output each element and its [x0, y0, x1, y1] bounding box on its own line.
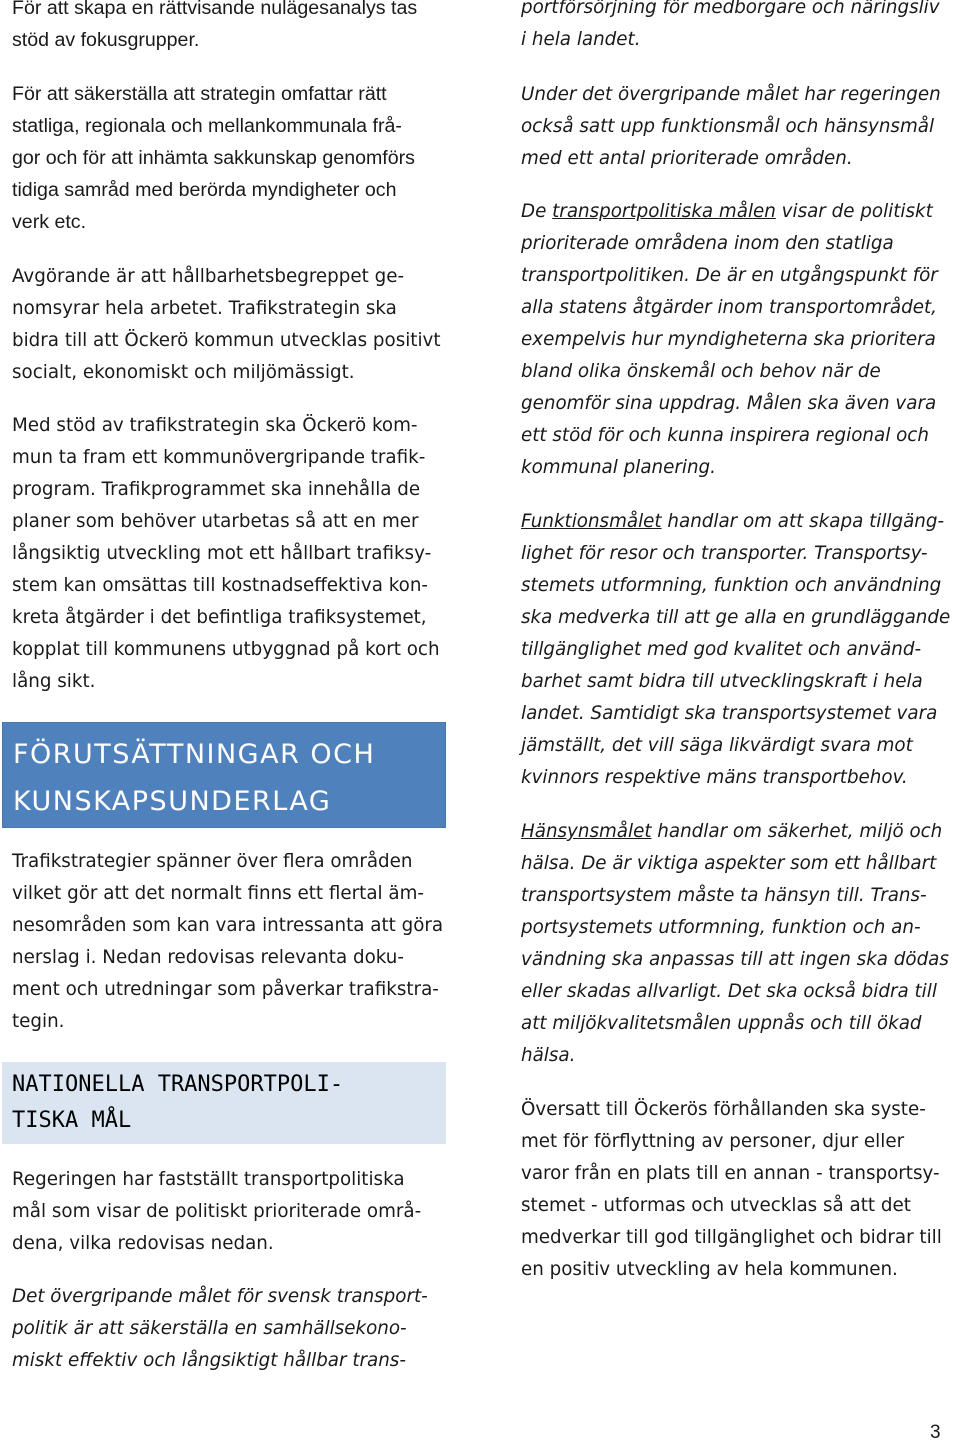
text-line: vilket gör att det normalt finns ett flertal äm-: [12, 883, 425, 904]
text-line: mål som visar de politiskt prioriterade områ-: [12, 1201, 422, 1222]
text-line: met för förflyttning av personer, djur eller: [521, 1131, 905, 1152]
text-line: stöd av fokusgrupper.: [12, 29, 200, 51]
paragraph-trafikprogram: [12, 410, 448, 698]
text-line: tidiga samråd med berörda myndigheter och: [12, 179, 397, 201]
text-line: långsiktig utveckling mot ett hållbart trafiksy-: [12, 543, 432, 564]
paragraph-overgripande-malet: [12, 1281, 448, 1377]
text-line: socialt, ekonomiskt och miljömässigt.: [12, 362, 355, 383]
paragraph-funktionsmal-intro: [521, 79, 957, 175]
paragraph-funktionsmalet: [521, 506, 957, 794]
text-span: De: [521, 201, 553, 222]
text-line: stemets utformning, funktion och användning: [521, 575, 942, 596]
text-line: transportsystem måste ta hänsyn till. Trans-: [521, 885, 927, 906]
heading-line: FÖRUTSÄTTNINGAR OCH: [13, 739, 376, 770]
paragraph-portforsorjning: [521, 0, 957, 56]
paragraph-samrad: [12, 78, 448, 238]
text-line: För att säkerställa att strategin omfattar rätt: [12, 83, 387, 105]
text-line: genomför sina uppdrag. Målen ska även vara: [521, 393, 937, 414]
text-line: landet. Samtidigt ska transportsystemet vara: [521, 703, 938, 724]
text-span: handlar om att skapa tillgäng-: [661, 511, 945, 532]
page-number: 3: [930, 1422, 941, 1443]
paragraph-fokusgrupper: [12, 0, 448, 56]
text-line: också satt upp funktionsmål och hänsynsmål: [521, 116, 935, 137]
text-line: program. Trafikprogrammet ska innehålla de: [12, 479, 421, 500]
text-line: Avgörande är att hållbarhetsbegreppet ge-: [12, 266, 405, 287]
text-line: portsystemets utformning, funktion och an-: [521, 917, 921, 938]
hansynsmalet-link[interactable]: Hänsynsmålet: [521, 821, 652, 842]
text-line: med ett antal prioriterade områden.: [521, 148, 853, 169]
text-line: Regeringen har fastställt transportpolitiska: [12, 1169, 405, 1190]
heading-line: NATIONELLA TRANSPORTPOLI-: [12, 1072, 344, 1097]
paragraph-trafikstrategier: [12, 846, 448, 1038]
text-line: medverkar till god tillgänglighet och bidrar till: [521, 1227, 942, 1248]
text-line: mun ta fram ett kommunövergripande trafik-: [12, 447, 426, 468]
text-span: visar de politiskt: [775, 201, 933, 222]
text-line: bland olika önskemål och behov när de: [521, 361, 881, 382]
text-line: alla statens åtgärder inom transportområdet,: [521, 297, 937, 318]
text-line: ment och utredningar som påverkar trafikstra-: [12, 979, 439, 1000]
text-line: tegin.: [12, 1011, 65, 1032]
text-line: hälsa.: [521, 1045, 576, 1066]
text-line: tillgänglighet med god kvalitet och använd-: [521, 639, 922, 660]
text-line: bidra till att Öckerö kommun utvecklas positivt: [12, 330, 441, 351]
text-line: portförsörjning för medborgare och näringsliv: [521, 0, 940, 18]
heading-line: KUNSKAPSUNDERLAG: [13, 786, 332, 817]
section-heading-nationella: [2, 1062, 446, 1144]
text-line: stemet - utformas och utvecklas så att det: [521, 1195, 911, 1216]
text-line: ska medverka till att ge alla en grundläggande: [521, 607, 951, 628]
text-line: Översatt till Öckerös förhållanden ska syste-: [521, 1099, 926, 1120]
text-line: politik är att säkerställa en samhällsekono-: [12, 1318, 407, 1339]
text-line: nerslag i. Nedan redovisas relevanta doku-: [12, 947, 404, 968]
heading-line: TISKA MÅL: [12, 1108, 132, 1133]
text-line: stem kan omsättas till kostnadseffektiva kon-: [12, 575, 429, 596]
text-line: eller skadas allvarligt. Det ska också bidra till: [521, 981, 937, 1002]
text-line: i hela landet.: [521, 29, 641, 50]
text-line: nomsyrar hela arbetet. Trafikstrategin ska: [12, 298, 397, 319]
paragraph-regeringen: [12, 1164, 448, 1260]
text-line: verk etc.: [12, 211, 87, 233]
transportpolitiska-malen-link[interactable]: transportpolitiska målen: [552, 201, 776, 222]
text-line: Under det övergripande målet har regeringen: [521, 84, 941, 105]
text-line: lighet för resor och transporter. Transportsy-: [521, 543, 928, 564]
funktionsmalet-link[interactable]: Funktionsmålet: [521, 511, 662, 532]
text-line: kopplat till kommunens utbyggnad på kort och: [12, 639, 440, 660]
text-line: vändning ska anpassas till att ingen ska dödas: [521, 949, 949, 970]
paragraph-hallbarhet: [12, 261, 448, 389]
text-line: statliga, regionala och mellankommunala frå-: [12, 115, 402, 137]
text-line: Trafikstrategier spänner över flera områden: [12, 851, 413, 872]
text-line: [521, 506, 957, 538]
text-line: gor och för att inhämta sakkunskap genomförs: [12, 147, 415, 169]
text-line: kreta åtgärder i det befintliga trafiksystemet,: [12, 607, 427, 628]
text-line: exempelvis hur myndigheterna ska prioritera: [521, 329, 936, 350]
paragraph-transportpolitiska-malen: [521, 196, 957, 484]
text-line: [521, 196, 957, 228]
text-line: jämställt, det vill säga likvärdigt svara mot: [521, 735, 913, 756]
text-span: handlar om säkerhet, miljö och: [651, 821, 943, 842]
text-line: varor från en plats till en annan - transportsy-: [521, 1163, 940, 1184]
text-line: en positiv utveckling av hela kommunen.: [521, 1259, 898, 1280]
text-line: transportpolitiken. De är en utgångspunkt för: [521, 265, 938, 286]
text-line: nesområden som kan vara intressanta att göra: [12, 915, 444, 936]
paragraph-ockero-oversatt: [521, 1094, 957, 1286]
text-line: För att skapa en rättvisande nulägesanalys tas: [12, 0, 418, 19]
text-line: hälsa. De är viktiga aspekter som ett hållbart: [521, 853, 937, 874]
text-line: planer som behöver utarbetas så att en mer: [12, 511, 419, 532]
text-line: Det övergripande målet för svensk transport-: [12, 1286, 428, 1307]
text-line: att miljökvalitetsmålen uppnås och till ökad: [521, 1013, 922, 1034]
text-line: barhet samt bidra till utvecklingskraft i hela: [521, 671, 923, 692]
text-line: kommunal planering.: [521, 457, 716, 478]
text-line: ett stöd för och kunna inspirera regional och: [521, 425, 929, 446]
paragraph-hansynsmalet: [521, 816, 957, 1072]
text-line: miskt effektiv och långsiktigt hållbar trans-: [12, 1350, 406, 1371]
text-line: [521, 816, 957, 848]
text-line: Med stöd av trafikstrategin ska Öckerö kom-: [12, 415, 418, 436]
section-heading-forutsattningar: [2, 722, 446, 828]
text-line: prioriterade områdena inom den statliga: [521, 233, 894, 254]
text-line: lång sikt.: [12, 671, 96, 692]
text-line: kvinnors respektive mäns transportbehov.: [521, 767, 908, 788]
text-line: dena, vilka redovisas nedan.: [12, 1233, 274, 1254]
